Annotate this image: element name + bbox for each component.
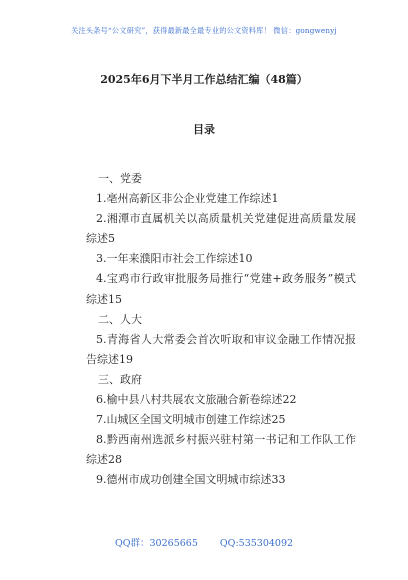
toc-entry-continuation[interactable]: 综述5 (86, 232, 115, 246)
document-title: 2025年6月下半月工作总结汇编（48篇） (100, 73, 308, 86)
toc-entry[interactable]: 8.黔西南州选派乡村振兴驻村第一书记和工作队工作 (96, 433, 356, 447)
toc-entry[interactable]: 1.亳州高新区非公企业党建工作综述1 (96, 192, 279, 206)
toc-section-label: 二、人大 (98, 312, 142, 326)
toc-entry[interactable]: 2.湘潭市直属机关以高质量机关党建促进高质量发展 (96, 212, 356, 226)
header-note: 关注头条号“公文研究”，获得最新最全最专业的公文资料库！ 微信：gongwenyj (71, 26, 337, 35)
footer (0, 535, 408, 549)
toc-entry[interactable]: 7.山城区全国文明城市创建工作综述25 (96, 413, 286, 427)
qq-number: QQ:535304092 (219, 538, 294, 549)
toc-section-label: 一、党委 (98, 172, 142, 185)
toc-entry[interactable]: 5.青海省人大常委会首次听取和审议金融工作情况报 (96, 332, 356, 346)
toc-entry-continuation[interactable]: 综述15 (86, 292, 122, 306)
toc-entry[interactable]: 3.一年来濮阳市社会工作综述10 (96, 252, 253, 266)
toc-entry[interactable]: 6.榆中县八村共展农文旅融合新卷综述22 (96, 393, 297, 407)
toc-entry-continuation[interactable]: 综述28 (86, 453, 122, 467)
toc-section-label: 三、政府 (98, 372, 142, 386)
table-of-contents (86, 169, 356, 491)
toc-entry[interactable]: 9.德州市成功创建全国文明城市综述33 (96, 473, 286, 487)
toc-entry-continuation[interactable]: 告综述19 (86, 352, 133, 366)
toc-heading: 目录 (193, 123, 215, 136)
qq-group-number: QQ群：30265665 (114, 538, 198, 549)
toc-entry[interactable]: 4.宝鸡市行政审批服务局推行“党建+政务服务”模式 (96, 272, 356, 286)
